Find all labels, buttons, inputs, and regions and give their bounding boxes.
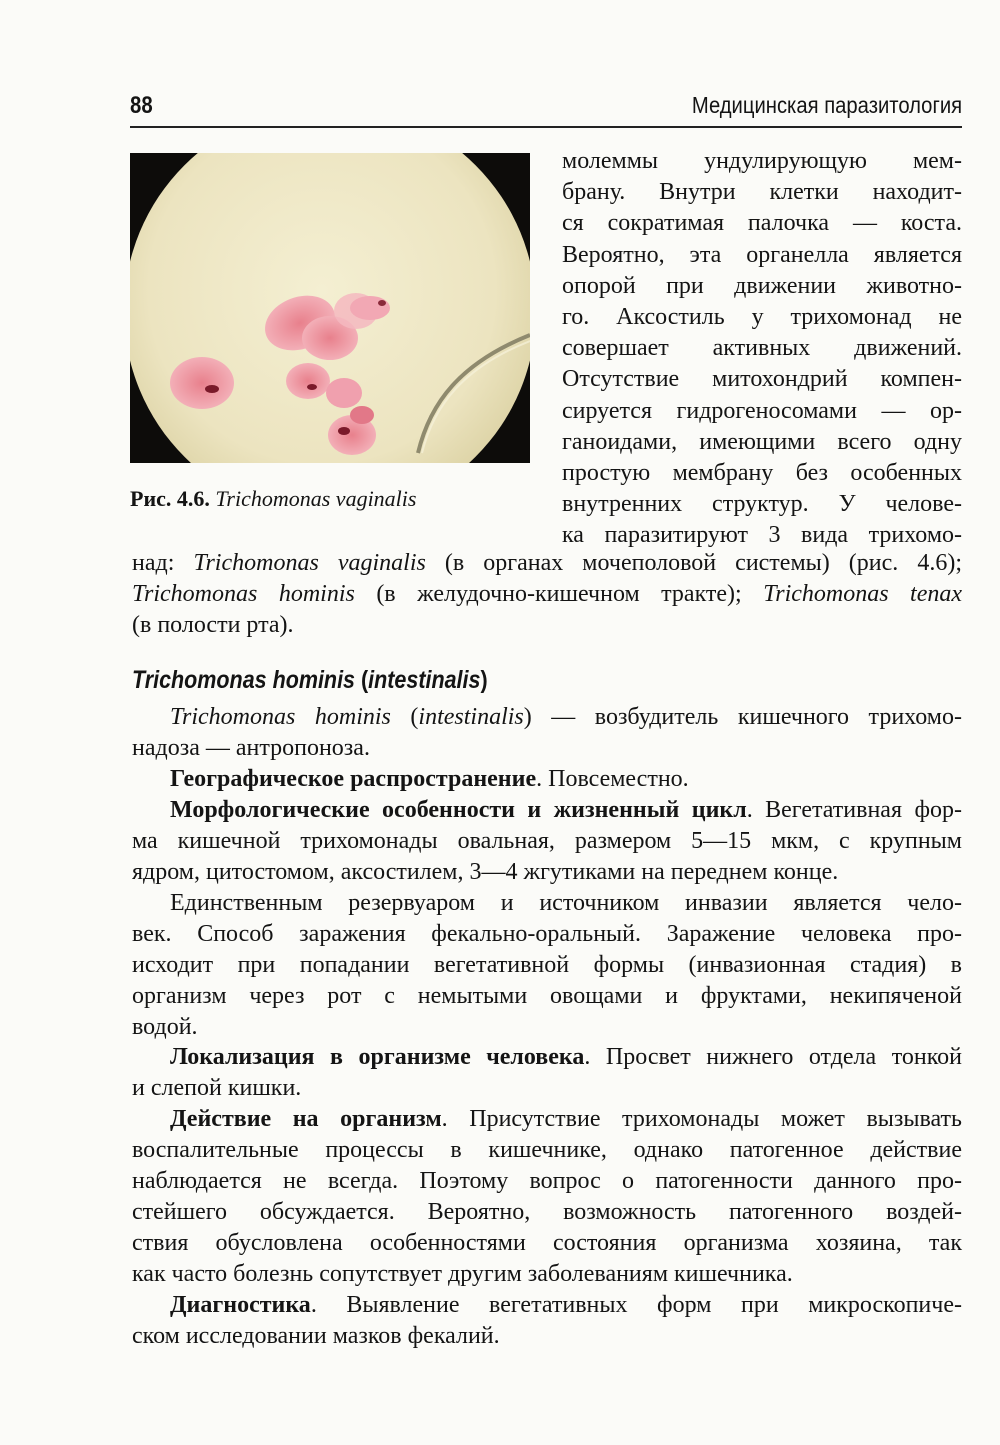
text-line: над: Trichomonas vaginalis (в органах мочеполовой системы) (рис. 4.6); bbox=[132, 550, 962, 576]
text-line: Диагностика. Выявление вегетативных форм при микроскопиче- bbox=[170, 1292, 962, 1318]
text-line: и слепой кишки. bbox=[132, 1075, 302, 1101]
text-line: наблюдается не всегда. Поэтому вопрос о патогенности данного про- bbox=[132, 1168, 962, 1194]
text-line: ка паразитируют 3 вида трихомо- bbox=[562, 522, 962, 549]
text-line: совершает активных движений. bbox=[562, 335, 962, 362]
text-line: стейшего обсуждается. Вероятно, возможность патогенного воздей- bbox=[132, 1199, 962, 1225]
intro-paragraph bbox=[132, 548, 962, 641]
text-line: ядром, цитостомом, аксостилем, 3—4 жгутиками на переднем конце. bbox=[132, 859, 839, 885]
text-line: ганоидами, имеющими всего одну bbox=[562, 428, 962, 455]
text-line: воспалительные процессы в кишечнике, однако патогенное действие bbox=[132, 1137, 962, 1163]
text-line: Действие на организм. Присутствие трихомонады может вызывать bbox=[170, 1106, 962, 1132]
text-line: ском исследовании мазков фекалий. bbox=[132, 1323, 500, 1349]
running-title: Медицинская паразитология bbox=[691, 92, 962, 118]
micrograph-image bbox=[130, 153, 530, 463]
text-line: Trichomonas hominis (intestinalis) — возбудитель кишечного трихомо- bbox=[170, 704, 962, 730]
text-line: брану. Внутри клетки находит- bbox=[562, 179, 962, 206]
page-header bbox=[130, 92, 962, 128]
text-line: век. Способ заражения фекально-оральный. Заражение человека про- bbox=[132, 921, 962, 947]
paragraph-transmission bbox=[132, 888, 962, 1043]
text-line: внутренних структур. У челове- bbox=[562, 491, 962, 518]
paragraph-definition bbox=[132, 702, 962, 764]
paragraph-distribution bbox=[132, 764, 962, 795]
text-line: Единственным резервуаром и источником инвазии является чело- bbox=[170, 890, 962, 916]
text-line: Вероятно, эта органелла является bbox=[562, 241, 962, 268]
paragraph-diagnostics bbox=[132, 1290, 962, 1352]
text-line: Географическое распространение. Повсеместно. bbox=[170, 766, 689, 792]
text-line: как часто болезнь сопутствует другим заболеваниям кишечника. bbox=[132, 1261, 793, 1287]
text-line: ма кишечной трихомонады овальная, размером 5—15 мкм, с крупным bbox=[132, 828, 962, 854]
page-number: 88 bbox=[130, 92, 153, 119]
figure-caption bbox=[130, 486, 416, 512]
text-line: молеммы ундулирующую мем- bbox=[562, 148, 962, 174]
text-line: (в полости рта). bbox=[132, 612, 294, 638]
text-line: опорой при движении животно- bbox=[562, 272, 962, 299]
text-line: надоза — антропоноза. bbox=[132, 735, 370, 761]
paragraph-pathogenic-action bbox=[132, 1104, 962, 1290]
text-line: Морфологические особенности и жизненный цикл. Вегетативная фор- bbox=[170, 797, 962, 823]
paragraph-morphology bbox=[132, 795, 962, 888]
text-line: ствия обусловлена особенностями состояния организма хозяина, так bbox=[132, 1230, 962, 1256]
text-line: ся сократимая палочка — коста. bbox=[562, 210, 962, 237]
text-line: исходит при попадании вегетативной формы (инвазионная стадия) в bbox=[132, 952, 962, 978]
text-line: организм через рот с немытыми овощами и фруктами, некипяченой bbox=[132, 983, 962, 1009]
paragraph-localization bbox=[132, 1042, 962, 1104]
text-line: сируется гидрогеносомами — ор- bbox=[562, 397, 962, 424]
text-line: го. Аксостиль у трихомонад не bbox=[562, 303, 962, 330]
micrograph-figure bbox=[130, 153, 530, 463]
text-line: водой. bbox=[132, 1014, 198, 1040]
column-paragraph bbox=[562, 146, 962, 551]
section-heading: Trichomonas hominis (intestinalis) bbox=[132, 666, 488, 694]
caption-species: Trichomonas vaginalis bbox=[215, 486, 417, 511]
text-line: простую мембрану без особенных bbox=[562, 459, 962, 486]
caption-label: Рис. 4.6. bbox=[130, 486, 210, 511]
text-line: Локализация в организме человека. Просвет нижнего отдела тонкой bbox=[170, 1044, 962, 1070]
text-line: Trichomonas hominis (в желудочно-кишечном тракте); Trichomonas tenax bbox=[132, 581, 963, 607]
text-line: Отсутствие митохондрий компен- bbox=[562, 366, 962, 393]
